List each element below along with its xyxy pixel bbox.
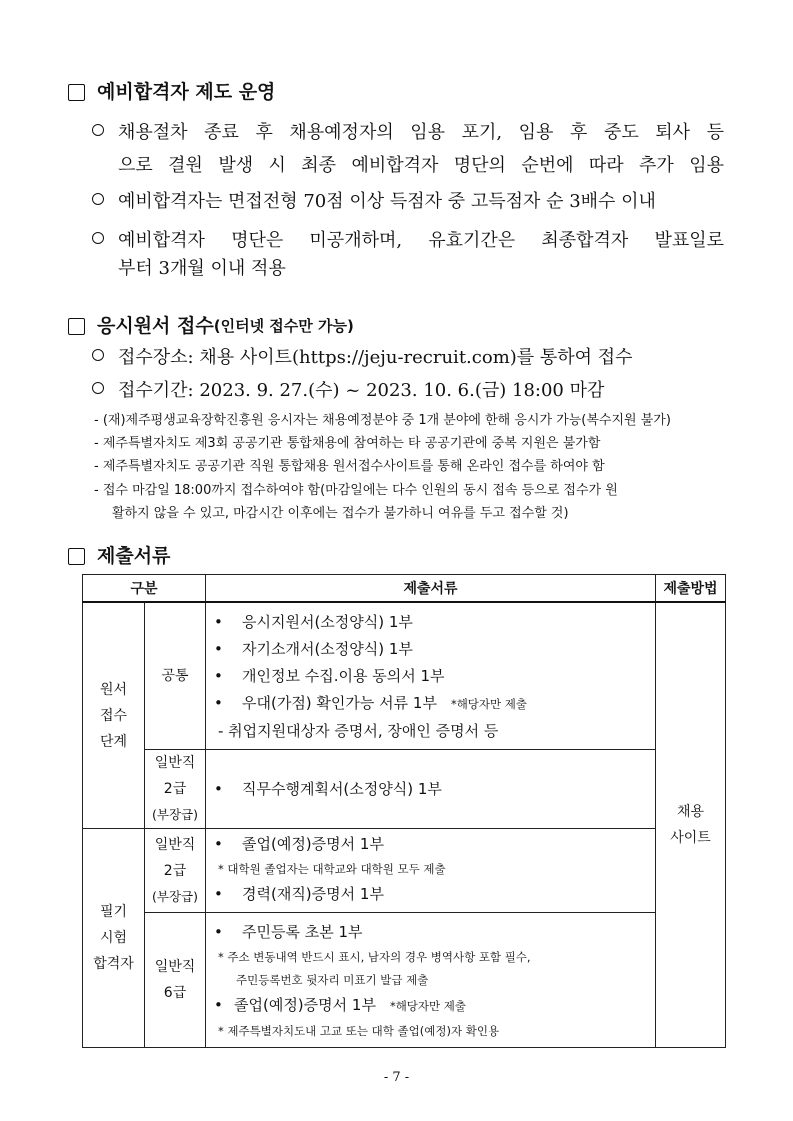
list-item [214, 690, 647, 718]
doc-text: 우대(가점) 확인가능 서류 1부 [242, 694, 437, 712]
stage2-grade2-label [145, 829, 206, 913]
method-cell [656, 602, 726, 1048]
method-line: 사이트 [670, 830, 711, 846]
grade-label-line: 일반직 [154, 755, 196, 771]
documents-table [82, 574, 726, 1048]
doc-note: *해당자만 제출 [450, 697, 528, 711]
doc-text: 응시지원서(소정양식) 1부 [242, 613, 413, 631]
stage2-label-line: 필기 [99, 904, 128, 920]
reserve-item-1-cont: 으로 결원 발생 시 최종 예비합격자 명단의 순번에 따라 추가 임용 [118, 155, 724, 176]
list-item [214, 776, 655, 803]
stage2-grade6-docs [206, 913, 656, 1048]
bullet-icon: • [214, 667, 223, 685]
doc-note: * 대학원 졸업자는 대학교와 대학원 모두 제출 [218, 862, 446, 876]
apply-period [92, 381, 604, 401]
stage2-grade2-docs [206, 829, 656, 913]
bullet-icon: • [214, 779, 223, 798]
header-category: 구분 [83, 575, 206, 603]
stage1-common-label: 공통 [145, 602, 206, 750]
apply-note-3: - 제주특별자치도 공공기관 직원 통합채용 원서접수사이트를 통해 온라인 접수를 하여야 함 [94, 459, 605, 474]
apply-note-1: - (재)제주평생교육장학진흥원 응시자는 채용예정분야 중 1개 분야에 한해 응시가 가능(복수지원 불가) [94, 413, 671, 428]
apply-note-4-cont: 활하지 않을 수 있고, 마감시간 이후에는 접수가 불가하니 여유를 두고 접수할 것) [112, 506, 569, 521]
checkbox-square-icon [68, 318, 85, 335]
doc-text: 직무수행계획서(소정양식) 1부 [242, 779, 442, 798]
header-method: 제출방법 [656, 575, 726, 603]
doc-text: 졸업(예정)증명서 1부 [234, 996, 376, 1014]
doc-text: 경력(재직)증명서 1부 [242, 885, 384, 903]
page-number: - 7 - [383, 1070, 410, 1085]
list-item [214, 609, 647, 636]
header-docs: 제출서류 [206, 575, 656, 603]
section-title-text: 제출서류 [97, 545, 171, 567]
doc-sub-item: - 취업지원대상자 증명서, 장애인 증명서 등 [218, 722, 499, 740]
bullet-icon: • [214, 923, 223, 941]
bullet-icon: • [214, 885, 223, 903]
bullet-icon: • [214, 996, 223, 1014]
stage2-label [83, 829, 145, 1048]
grade-label-line: 일반직 [154, 959, 196, 975]
stage2-label-line: 시험 [99, 930, 128, 946]
list-item [214, 881, 647, 908]
doc-text: 자기소개서(소정양식) 1부 [242, 640, 413, 658]
stage2-label-line: 합격자 [93, 956, 134, 972]
stage1-label [83, 602, 145, 829]
list-item [214, 992, 647, 1020]
bullet-icon: • [214, 835, 223, 853]
stage2-grade6-label [145, 913, 206, 1048]
circle-bullet-icon [92, 124, 104, 136]
grade-label-line: (부장급) [152, 888, 198, 904]
stage1-grade2-docs [206, 750, 656, 829]
reserve-item-1 [92, 123, 724, 143]
reserve-item-3-cont: 부터 3개월 이내 적용 [118, 258, 286, 279]
reserve-item-2 [92, 192, 656, 212]
checkbox-square-icon [68, 84, 85, 101]
grade-label-line: 일반직 [154, 836, 196, 853]
checkbox-square-icon [68, 548, 85, 565]
doc-note: *해당자만 제출 [389, 999, 466, 1013]
stage1-grade2-label [145, 750, 206, 829]
reserve-item-1-text: 채용절차 종료 후 채용예정자의 임용 포기, 임용 후 중도 퇴사 등 [118, 122, 724, 143]
stage1-label-line: 원서 [99, 681, 128, 698]
section-title-text: 예비합격자 제도 운영 [97, 81, 276, 103]
apply-note-2: - 제주특별자치도 제3회 공공기관 통합채용에 참여하는 타 공공기관에 중복 지원은 불가함 [94, 436, 601, 451]
section-title-text: 응시원서 접수 [97, 315, 214, 337]
stage1-common-docs [206, 602, 656, 750]
apply-place [92, 348, 633, 368]
apply-period-text: 접수기간: 2023. 9. 27.(수) ~ 2023. 10. 6.(금) 18:00 마감 [118, 380, 605, 401]
reserve-item-2-text: 예비합격자는 면접전형 70점 이상 득점자 중 고득점자 순 3배수 이내 [118, 191, 656, 212]
doc-note: * 제주특별자치도내 고교 또는 대학 졸업(예정)자 확인용 [218, 1024, 500, 1038]
stage1-label-line: 단계 [99, 733, 128, 750]
grade-label-line: (부장급) [152, 807, 198, 822]
apply-note-4: - 접수 마감일 18:00까지 접수하여야 함(마감일에는 다수 인원의 동시 접속 등으로 접수가 원 [94, 483, 618, 498]
list-item [214, 636, 647, 663]
circle-bullet-icon [92, 349, 104, 361]
section-title-apply [68, 314, 354, 338]
bullet-icon: • [214, 694, 223, 712]
list-item [214, 919, 647, 946]
doc-note: 주민등록번호 뒷자리 미표기 발급 제출 [236, 973, 429, 987]
grade-label-line: 2급 [163, 781, 187, 797]
section-title-docs [68, 544, 170, 568]
apply-place-text: 접수장소: 채용 사이트(https://jeju-recruit.com)를 통하여 접수 [118, 347, 633, 368]
reserve-item-3-text: 예비합격자 명단은 미공개하며, 유효기간은 최종합격자 발표일로 [118, 230, 724, 251]
list-item [214, 663, 647, 690]
doc-text: 개인정보 수집.이용 동의서 1부 [242, 667, 445, 685]
circle-bullet-icon [92, 193, 104, 205]
bullet-icon: • [214, 613, 223, 631]
grade-label-line: 6급 [163, 985, 187, 1001]
circle-bullet-icon [92, 232, 104, 244]
bullet-icon: • [214, 640, 223, 658]
method-line: 채용 [676, 804, 705, 820]
stage1-label-line: 접수 [99, 707, 128, 724]
grade-label-line: 2급 [163, 862, 187, 879]
doc-note: * 주소 변동내역 반드시 표시, 남자의 경우 병역사항 포함 필수, [218, 950, 531, 964]
section-subtitle: (인터넷 접수만 가능) [213, 317, 354, 335]
list-item [214, 831, 647, 858]
doc-text: 주민등록 초본 1부 [242, 923, 363, 941]
doc-text: 졸업(예정)증명서 1부 [242, 835, 384, 853]
reserve-item-3 [92, 231, 724, 251]
section-title-reserve [68, 80, 275, 104]
circle-bullet-icon [92, 382, 104, 394]
